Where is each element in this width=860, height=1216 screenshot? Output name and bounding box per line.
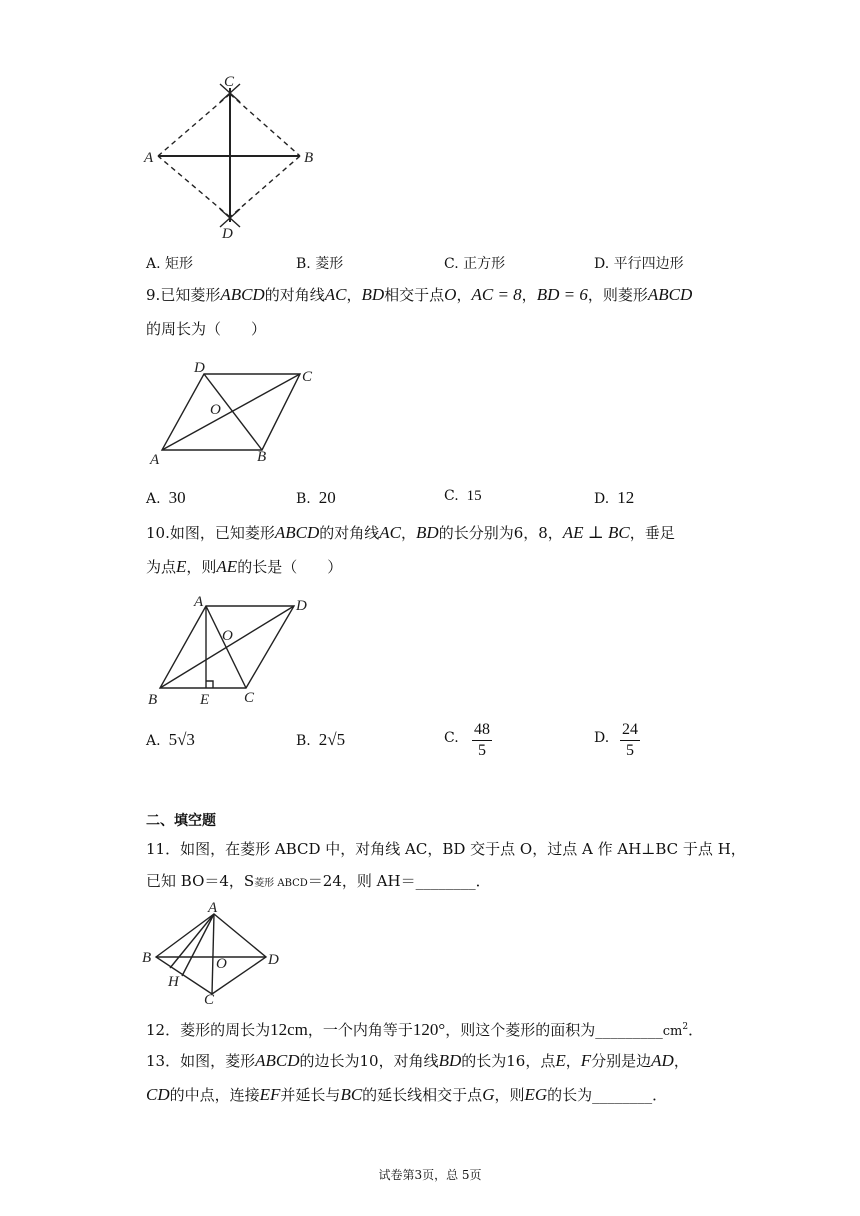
label-c: C bbox=[204, 992, 215, 1006]
label-b: B bbox=[304, 150, 314, 166]
label-o: O bbox=[210, 402, 221, 418]
q10-option-d-fraction: $\frac{24}{5}$ bbox=[622, 721, 638, 759]
label-b: B bbox=[257, 449, 267, 465]
page-footer: 试卷第3页，总 5页 bbox=[378, 1168, 482, 1182]
label-a: A bbox=[208, 900, 218, 916]
q12-stem: 12．菱形的周长为12cm，一个内角等于120°，则这个菱形的面积为$\_\_\_\_\_\_\_\_\_cm^2$． bbox=[146, 1020, 704, 1039]
q8-option-c[interactable]: C. 正方形 bbox=[444, 256, 506, 272]
label-h: H bbox=[168, 974, 179, 990]
label-o: O bbox=[216, 956, 227, 972]
q8-option-a[interactable]: A. 矩形 bbox=[146, 256, 194, 272]
q11-figure bbox=[140, 898, 290, 1006]
q11-stem-line1: 11．如图，在菱形 ABCD 中，对角线 AC，BD 交于点 O，过点 A 作 AH⊥BC 于点 H， bbox=[146, 840, 746, 858]
q9-option-b[interactable]: B. 20 bbox=[296, 488, 336, 507]
label-c: C bbox=[244, 690, 255, 706]
q8-option-d[interactable]: D. 平行四边形 bbox=[594, 256, 684, 272]
q10-stem-line1: 10.如图，已知菱形ABCD的对角线AC，BD的长分别为6，8，AE ⊥ BC，垂足 bbox=[146, 523, 675, 542]
label-a: A bbox=[150, 452, 160, 468]
q9-figure bbox=[142, 360, 322, 470]
q9-stem-line1: 9.已知菱形ABCD的对角线AC，BD相交于点O，AC = 8，BD = 6，则菱形ABCD bbox=[146, 285, 693, 304]
label-b: B bbox=[142, 950, 152, 966]
q10-option-b[interactable]: B. 2√5 bbox=[296, 730, 346, 749]
q13-stem-line1: 13．如图，菱形ABCD的边长为10，对角线BD的长为16，点E，F分别是边AD， bbox=[146, 1051, 689, 1070]
q9-option-a[interactable]: A. 30 bbox=[146, 488, 186, 507]
q10-option-a[interactable]: A. 5√3 bbox=[146, 730, 195, 749]
label-d: D bbox=[268, 952, 279, 968]
label-a: A bbox=[194, 594, 204, 610]
q11-stem-line2: 已知 BO＝4，S菱形 ABCD＝24，则 AH＝________． bbox=[146, 872, 491, 890]
q9-stem-line2: 的周长为（ ） bbox=[146, 320, 267, 338]
q10-figure bbox=[142, 592, 322, 712]
q8-options bbox=[146, 253, 766, 277]
q8-option-b[interactable]: B. 菱形 bbox=[296, 256, 344, 272]
label-c: C bbox=[302, 369, 313, 385]
q13-stem-line2: CD的中点，连接EF并延长与BC的延长线相交于点G，则EG的长为________． bbox=[146, 1085, 668, 1104]
label-a: A bbox=[144, 150, 154, 166]
q10-option-c[interactable]: C. bbox=[444, 730, 459, 746]
q10-options bbox=[146, 730, 766, 754]
label-c: C bbox=[224, 74, 235, 90]
section-heading: 二、填空题 bbox=[146, 813, 216, 829]
q9-options bbox=[146, 488, 766, 512]
q10-option-c-fraction: $\frac{48}{5}$ bbox=[474, 721, 490, 759]
label-d: D bbox=[296, 598, 307, 614]
q8-figure bbox=[140, 72, 330, 242]
q9-option-c[interactable]: C. 15 bbox=[444, 488, 482, 504]
q9-option-d[interactable]: D. 12 bbox=[594, 488, 635, 507]
q10-option-d[interactable]: D. bbox=[594, 730, 610, 746]
label-d: D bbox=[222, 226, 233, 242]
label-b: B bbox=[148, 692, 158, 708]
label-e: E bbox=[200, 692, 210, 708]
label-d: D bbox=[194, 360, 205, 376]
q10-stem-line2: 为点E，则AE的长是（ ） bbox=[146, 557, 343, 576]
label-o: O bbox=[222, 628, 233, 644]
